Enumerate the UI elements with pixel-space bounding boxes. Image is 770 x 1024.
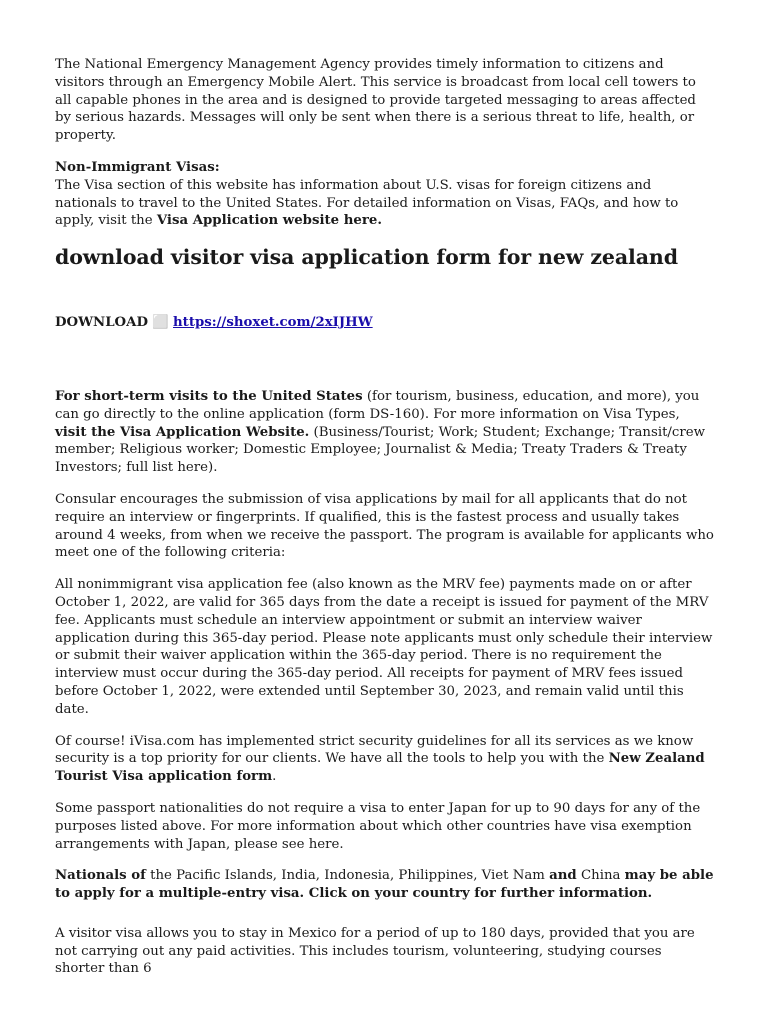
consular-paragraph — [55, 491, 715, 562]
intro-paragraph — [55, 56, 715, 145]
nationals-bold-3[interactable]: may be able to apply for a multiple-entry visa. Click on your country for further information. — [55, 868, 714, 902]
japan-paragraph — [55, 800, 715, 853]
ivisa-text: Of course! iVisa.com has implemented strict security guidelines for all its services as we know security is a top priority for our clients. We have all the tools to help you with the — [55, 733, 694, 767]
short-term-paragraph — [55, 388, 715, 477]
ivisa-bold: New Zealand Tourist Visa application form — [55, 751, 705, 785]
nationals-paragraph — [55, 867, 715, 903]
ivisa-end: . — [272, 769, 277, 785]
download-label: DOWNLOAD — [55, 315, 148, 331]
mexico-paragraph — [55, 925, 715, 978]
mexico-text: A visitor visa allows you to stay in Mexico for a period of up to 180 days, provided that you are not carrying out any paid activities. This includes tourism, volunteering, studying courses shorter than 6 — [55, 925, 695, 977]
document-page — [55, 56, 715, 992]
nationals-text-2: China — [576, 868, 625, 884]
japan-text: Some passport nationalities do not require a visa to enter Japan for up to 90 days for any of the purposes listed above. For more information about which other countries have visa exemption arrangements with Japan, please see here. — [55, 800, 701, 852]
short-term-lead: For short-term visits to the United States — [55, 388, 363, 404]
visa-application-link[interactable]: Visa Application website here. — [156, 213, 382, 229]
consular-text: Consular encourages the submission of visa applications by mail for all applicants that do not require an interview or fingerprints. If qualified, this is the fastest process and usually takes around 4 weeks, from when we receive the passport. The program is available for applicants who meet one of the following criteria: — [55, 491, 714, 561]
non-immigrant-paragraph — [55, 159, 715, 230]
mrv-paragraph — [55, 576, 715, 718]
page-heading: download visitor visa application form for new zealand — [55, 245, 678, 270]
nationals-bold-1: Nationals of — [55, 868, 146, 884]
download-line — [55, 314, 715, 332]
non-immigrant-text: The Visa section of this website has information about U.S. visas for foreign citizens and nationals to travel to the United States. For detailed information on Visas, FAQs, and how to apply, visit the — [55, 177, 679, 229]
non-immigrant-title: Non-Immigrant Visas: — [55, 159, 220, 175]
download-link[interactable]: https://shoxet.com/2xIJHW — [173, 315, 373, 331]
nationals-text-1: the Pacific Islands, India, Indonesia, Philippines, Viet Nam — [145, 868, 550, 884]
ivisa-paragraph — [55, 733, 715, 786]
short-term-text-2: (Business/Tourist; Work; Student; Exchange; Transit/crew member; Religious worker; Domestic Employee; Journalist & Media; Treaty Traders & Treaty Investors; full list here). — [55, 424, 705, 476]
nationals-bold-2: and — [549, 868, 577, 884]
intro-text: The National Emergency Management Agency provides timely information to citizens and visitors through an Emergency Mobile Alert. This service is broadcast from local cell towers to all capable phones in the area and is designed to provide targeted messaging to areas affected by serious hazards. Messages will only be sent when there is a serious threat to life, health, or property. — [55, 57, 696, 144]
visa-application-website-link[interactable]: visit the Visa Application Website. — [55, 424, 310, 440]
short-term-text-1: (for tourism, business, education, and more), you can go directly to the online application (form DS-160). For more information on Visa Types, — [55, 388, 700, 422]
download-arrow-icon: ⬜ — [152, 315, 169, 331]
mrv-text: All nonimmigrant visa application fee (also known as the MRV fee) payments made on or after October 1, 2022, are valid for 365 days from the date a receipt is issued for payment of the MRV fee. Applicants must schedule an interview appointment or submit an interview waiver application during this 365-day period. Please note applicants must only schedule their interview or submit their waiver application within the 365-day period. There is no requirement the interview must occur during the 365-day period. All receipts for payment of MRV fees issued before October 1, 2022, were extended until September 30, 2023, and remain valid until this date. — [55, 577, 713, 717]
